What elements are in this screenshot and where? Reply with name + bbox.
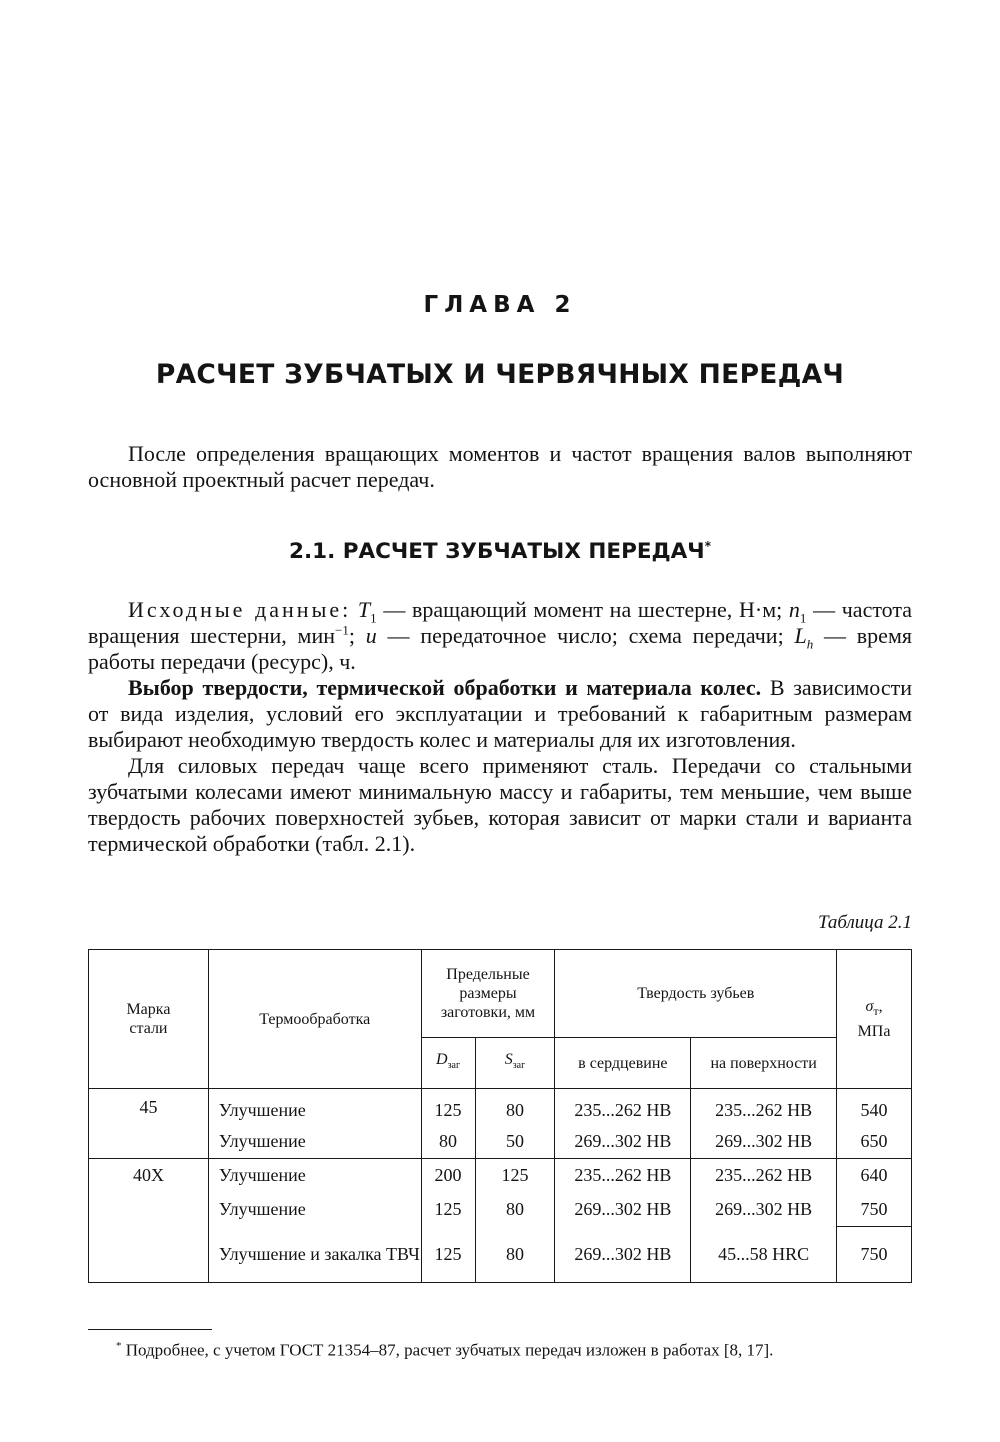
header-hardness: Твердость зубьев [555,950,837,1038]
chapter-title: РАСЧЕТ ЗУБЧАТЫХ И ЧЕРВЯЧНЫХ ПЕРЕДАЧ [155,359,845,390]
header-core: в сердцевине [555,1038,691,1089]
cell-s: 50 [475,1126,555,1159]
section-title-text: 2.1. РАСЧЕТ ЗУБЧАТЫХ ПЕРЕДАЧ [289,539,705,565]
header-sigma-comma: , [878,998,883,1016]
symbol-n1-sub: 1 [799,610,807,626]
footnote [88,1335,912,1362]
cell-s: 80 [475,1227,555,1283]
header-s-sub: заг [512,1060,526,1072]
header-d [421,1038,475,1089]
cell-d: 80 [421,1126,475,1159]
symbol-lh-sub: h [806,636,814,652]
cell-surface: 235...262 HB [691,1089,837,1126]
cell-surface: 45...58 HRC [691,1227,837,1283]
paragraph-input-data [88,597,912,675]
header-s-symbol: S [504,1051,513,1069]
cell-surface: 269...302 HB [691,1193,837,1227]
cell-d: 125 [421,1089,475,1126]
header-sigma [837,950,912,1089]
header-sigma-sub: т [873,1004,879,1019]
cell-treatment: Улучшение [208,1126,421,1159]
table-caption: Таблица 2.1 [818,912,912,933]
paragraph-steel: Для силовых передач чаще всего применяют сталь. Передачи со стальными зубчатыми колесами имеют минимальную массу и габариты, тем меньшие, чем выше твердость рабочих поверхностей зубьев, которая зависит от марки стали и варианта термической обработки (табл. 2.1). [88,753,912,856]
cell-d: 125 [421,1193,475,1227]
n1-unit-sup: −1 [335,622,349,638]
cell-d: 200 [421,1159,475,1193]
cell-core: 269...302 HB [555,1227,691,1283]
paragraph-selection [88,675,912,753]
input-data-lead: Исходные данные: [128,597,352,622]
cell-sigma: 650 [837,1126,912,1159]
cell-treatment: Улучшение [208,1193,421,1227]
table-row [89,1227,912,1283]
lh-description: — время работы передачи (ресурс), ч. [88,623,912,674]
header-sigma-symbol: σ [865,998,874,1016]
table-row [89,1159,912,1193]
cell-s: 125 [475,1159,555,1193]
u-separator: ; [348,623,366,648]
cell-treatment: Улучшение [208,1089,421,1126]
cell-sigma: 750 [837,1193,912,1227]
u-description: — передаточное число; схема передачи; [376,623,795,648]
cell-core: 235...262 HB [555,1089,691,1126]
cell-treatment: Улучшение и закалка ТВЧ [208,1227,421,1283]
cell-sigma: 540 [837,1089,912,1126]
cell-sigma: 640 [837,1159,912,1193]
header-s [475,1038,555,1089]
n1-description: — частота вращения шестерни, мин [88,597,913,648]
symbol-t1-sub: 1 [370,610,377,626]
cell-core: 269...302 HB [555,1126,691,1159]
section-title [0,539,1000,564]
intro-paragraph [88,441,912,493]
selection-heading: Выбор твердости, термической обработки и материала колес. [128,675,762,700]
table-row [89,1126,912,1159]
symbol-t1: T [357,597,371,622]
cell-grade: 40Х [89,1159,209,1283]
footnote-mark: * [116,1340,122,1352]
cell-surface: 269...302 HB [691,1126,837,1159]
intro-text: После определения вращающих моментов и частот вращения валов выполняют основной проектный расчет передач. [88,441,912,492]
cell-grade: 45 [89,1089,209,1159]
cell-s: 80 [475,1193,555,1227]
symbol-lh: L [794,623,807,648]
t1-description: — вращающий момент на шестерне, Н·м; [376,597,783,622]
steel-hardness-table [88,949,912,1283]
cell-core: 269...302 HB [555,1193,691,1227]
symbol-n1: n [788,597,800,622]
cell-surface: 235...262 HB [691,1159,837,1193]
header-d-symbol: D [436,1051,448,1069]
body-paragraphs [88,597,912,857]
table-row [89,1193,912,1227]
header-limits: Предельные размеры заготовки, мм [421,950,555,1038]
header-d-sub: заг [447,1060,461,1072]
footnote-text: Подробнее, с учетом ГОСТ 21354–87, расчет зубчатых передач изложен в работах [8, 17]. [125,1340,774,1360]
cell-core: 235...262 HB [555,1159,691,1193]
header-grade: Марка стали [89,950,209,1089]
header-sigma-unit: МПа [857,1022,891,1040]
selection-text: В зависимости от вида изделия, условий его эксплуатации и требований к габаритным размерам выбирают необходимую твердость колес и материалы для их изготовления. [88,675,912,752]
section-footnote-mark: * [704,539,711,553]
cell-s: 80 [475,1089,555,1126]
symbol-u: u [365,623,377,648]
cell-d: 125 [421,1227,475,1283]
footnote-divider [88,1329,212,1330]
header-surface: на поверхности [691,1038,837,1089]
cell-treatment: Улучшение [208,1159,421,1193]
table-row [89,1089,912,1126]
cell-sigma: 750 [837,1227,912,1283]
chapter-label: ГЛАВА 2 [423,292,577,318]
header-treatment: Термообработка [208,950,421,1089]
